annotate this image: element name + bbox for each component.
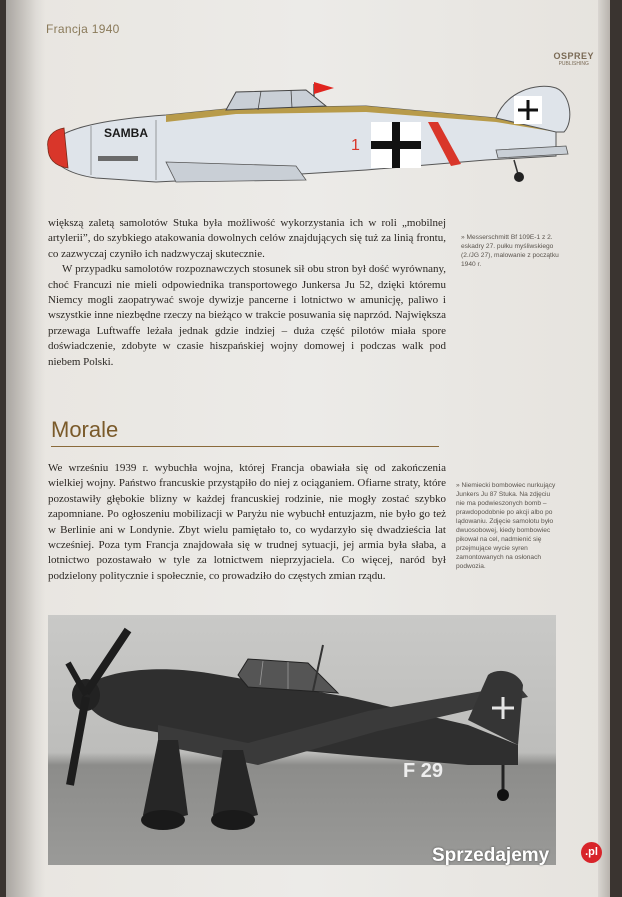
heading-divider	[51, 446, 439, 447]
messerschmitt-illustration	[36, 70, 581, 205]
caption-messerschmitt: » Messerschmitt Bf 109E-1 z 2. eskadry 27. pułku myśliwskiego (2./JG 27), malowanie z początku 1940 r.	[461, 234, 559, 268]
stuka-photo	[48, 615, 556, 865]
stuka-tail-code: F 29	[403, 760, 444, 782]
section-heading: Morale	[51, 417, 119, 442]
page-edge	[598, 0, 610, 897]
fuselage-number: 1	[351, 137, 360, 154]
stuka-photo-graphic	[48, 615, 556, 865]
book-page	[6, 0, 610, 897]
section2-text	[48, 461, 446, 584]
publisher-logo	[553, 52, 594, 67]
paragraph: We wrześniu 1939 r. wybuchła wojna, której Francja obawiała się od zakończenia wielkiej wojny. Państwo francuskie przystąpiło do niej z ociąganiem. Ofiarne straty, które pozostawiły głębokie blizny w każdej francuskiej rodzinie, nie mogły zostać szybko zapomniane. Po ogłoszeniu mobilizacji w Paryżu nie wybuchł entuzjazm, nie było go też w Berlinie ani w Londynie. Zbyt wielu pamiętało to, co wydarzyło się dwadzieścia lat wcześniej. Poza tym Francja znajdowała się w trudnej sytuacji, jej armia była słaba, a lotnictwo pozostawało w tyle za lotnictwem nieprzyjaciela. Co więcej, naród był podzielony politycznie i społecznie, co prowadziło do częstych zmian rządu.	[48, 462, 446, 582]
paragraph: większą zaletą samolotów Stuka była możliwość wykorzystania ich w roli „mobilnej artylerii”, do szybkiego atakowania dowolnych celów znajdujących się tuż za linią frontu, co zazwyczaj czyniło ich nadzwyczaj skutecznie.	[48, 217, 446, 260]
tail-marking	[514, 96, 542, 124]
watermark-text: Sprzedajemy	[432, 845, 550, 866]
section1-text	[48, 216, 446, 370]
publisher-name: OSPREY	[553, 51, 594, 61]
balkenkreuz-marking	[371, 122, 421, 168]
watermark-badge: .pl	[581, 842, 602, 863]
publisher-sub: PUBLISHING	[558, 60, 589, 67]
caption-stuka: » Niemiecki bombowiec nurkujący Junkers Ju 87 Stuka. Na zdjęciu nie ma podwieszonych bomb – prawdopodobnie po akcji albo po lądowaniu. Zdjęcie samolotu było dwuosobowej, kiedy bombowiec pikował na cel, nadmienić się przejmujące wycie syren zamontowanych na osłonach podwozia.	[456, 482, 556, 570]
running-header: Francja 1940	[46, 22, 120, 36]
paragraph: W przypadku samolotów rozpoznawczych stosunek sił obu stron był dość wyrównany, choć Francuzi nie mieli odpowiednika transportowego Junkersa Ju 52, dzięki któremu Niemcy mogli zaopatrywać swoje dywizje pancerne i lotnictwo w amunicję, paliwo i wszystkie inne niezbędne rzeczy na bieżąco w trakcie posuwania się naprzód. Największa przewaga Luftwaffe leżała jednak gdzie indziej – duża część pilotów miała spore doświadczenie, zdobyte w czasie hiszpańskiej wojny domowej i podczas walk pod niebem Polski.	[48, 263, 446, 368]
fuselage-code: SAMBA	[104, 126, 148, 140]
